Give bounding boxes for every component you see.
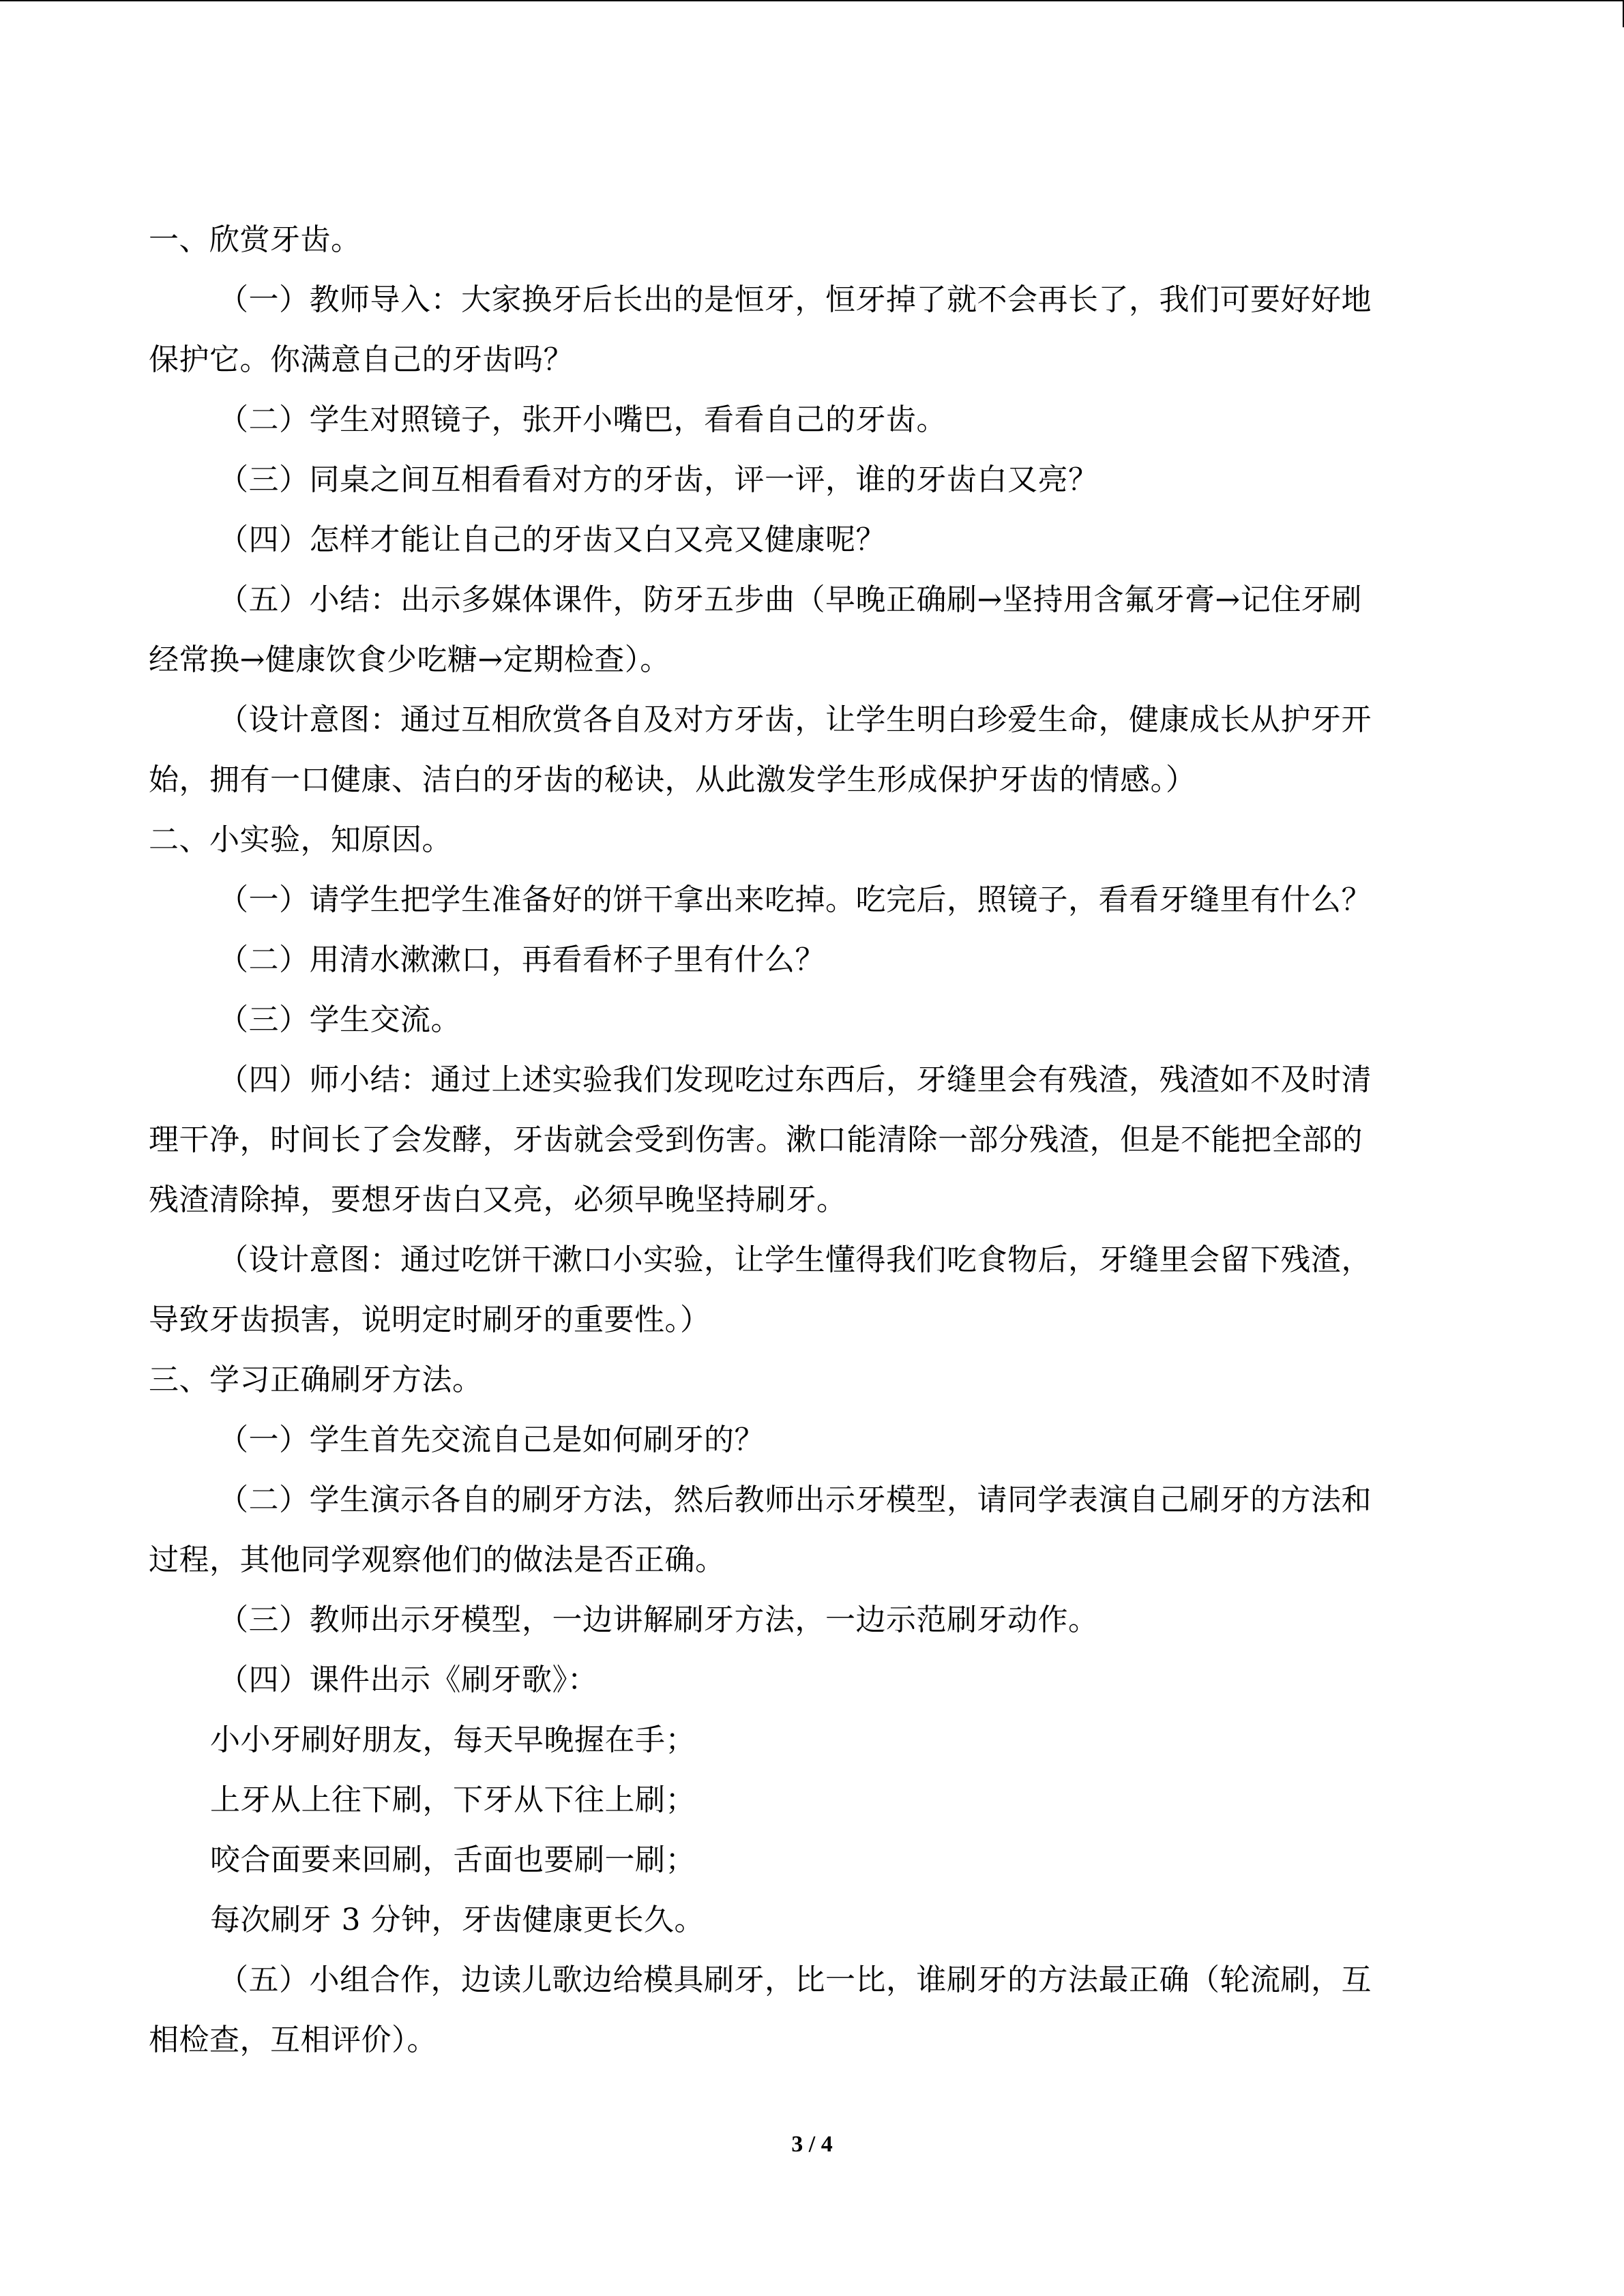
- section-heading: 三、学习正确刷牙方法。: [149, 1362, 483, 1397]
- paragraph-line: （四）怎样才能让自己的牙齿又白又亮又健康呢？: [218, 522, 886, 557]
- paragraph-continuation: 过程，其他同学观察他们的做法是否正确。: [149, 1542, 726, 1577]
- paragraph-line: （三）学生交流。: [218, 1002, 461, 1037]
- paragraph-line: （一）请学生把学生准备好的饼干拿出来吃掉。吃完后，照镜子，看看牙缝里有什么？: [218, 882, 1372, 917]
- paragraph-continuation: 残渣清除掉，要想牙齿白又亮，必须早晚坚持刷牙。: [149, 1182, 847, 1217]
- section-heading: 二、小实验，知原因。: [149, 822, 452, 857]
- paragraph-continuation: 理干净，时间长了会发酵，牙齿就会受到伤害。漱口能清除一部分残渣，但是不能把全部的: [149, 1122, 1363, 1157]
- paragraph-line: （三）同桌之间互相看看对方的牙齿，评一评，谁的牙齿白又亮？: [218, 462, 1099, 497]
- paragraph-continuation: 保护它。你满意自己的牙齿吗？: [149, 342, 574, 377]
- paragraph-continuation: 相检查，互相评价）。: [149, 2023, 437, 2057]
- document-body: [149, 210, 1465, 2070]
- paragraph-line: （设计意图：通过吃饼干漱口小实验，让学生懂得我们吃食物后，牙缝里会留下残渣，: [218, 1242, 1372, 1277]
- paragraph-line: （一）教师导入：大家换牙后长出的是恒牙，恒牙掉了就不会再长了，我们可要好好地: [218, 282, 1372, 317]
- paragraph-line: （设计意图：通过互相欣赏各自及对方牙齿，让学生明白珍爱生命，健康成长从护牙开: [218, 702, 1372, 737]
- paragraph-line: （三）教师出示牙模型，一边讲解刷牙方法，一边示范刷牙动作。: [218, 1602, 1099, 1637]
- page-top-border: [0, 0, 1623, 1]
- paragraph-continuation: 始，拥有一口健康、洁白的牙齿的秘诀，从此激发学生形成保护牙齿的情感。）: [149, 762, 1196, 797]
- paragraph-line: （二）用清水漱漱口，再看看杯子里有什么？: [218, 942, 825, 977]
- paragraph-line: （五）小组合作，边读儿歌边给模具刷牙，比一比，谁刷牙的方法最正确（轮流刷，互: [218, 1963, 1372, 1997]
- verse-line: 小小牙刷好朋友，每天早晚握在手；: [210, 1723, 696, 1757]
- section-heading: 一、欣赏牙齿。: [149, 222, 361, 257]
- paragraph-line: （四）课件出示《刷牙歌》：: [218, 1663, 598, 1697]
- paragraph-line: （四）师小结：通过上述实验我们发现吃过东西后，牙缝里会有残渣，残渣如不及时清: [218, 1062, 1372, 1097]
- paragraph-continuation: 经常换→健康饮食少吃糖→定期检查）。: [149, 642, 670, 677]
- page-number: 3 / 4: [791, 2132, 833, 2157]
- paragraph-line: （五）小结：出示多媒体课件，防牙五步曲（早晚正确刷→坚持用含氟牙膏→记住牙刷: [218, 582, 1362, 617]
- paragraph-continuation: 导致牙齿损害，说明定时刷牙的重要性。）: [149, 1302, 711, 1337]
- verse-line: 咬合面要来回刷，舌面也要刷一刷；: [210, 1843, 696, 1877]
- verse-line: 上牙从上往下刷，下牙从下往上刷；: [210, 1783, 696, 1817]
- paragraph-line: （一）学生首先交流自己是如何刷牙的？: [218, 1422, 765, 1457]
- verse-line: 每次刷牙 3 分钟，牙齿健康更长久。: [210, 1903, 705, 1937]
- paragraph-line: （二）学生演示各自的刷牙方法，然后教师出示牙模型，请同学表演自己刷牙的方法和: [218, 1482, 1372, 1517]
- paragraph-line: （二）学生对照镜子，张开小嘴巴，看看自己的牙齿。: [218, 402, 947, 437]
